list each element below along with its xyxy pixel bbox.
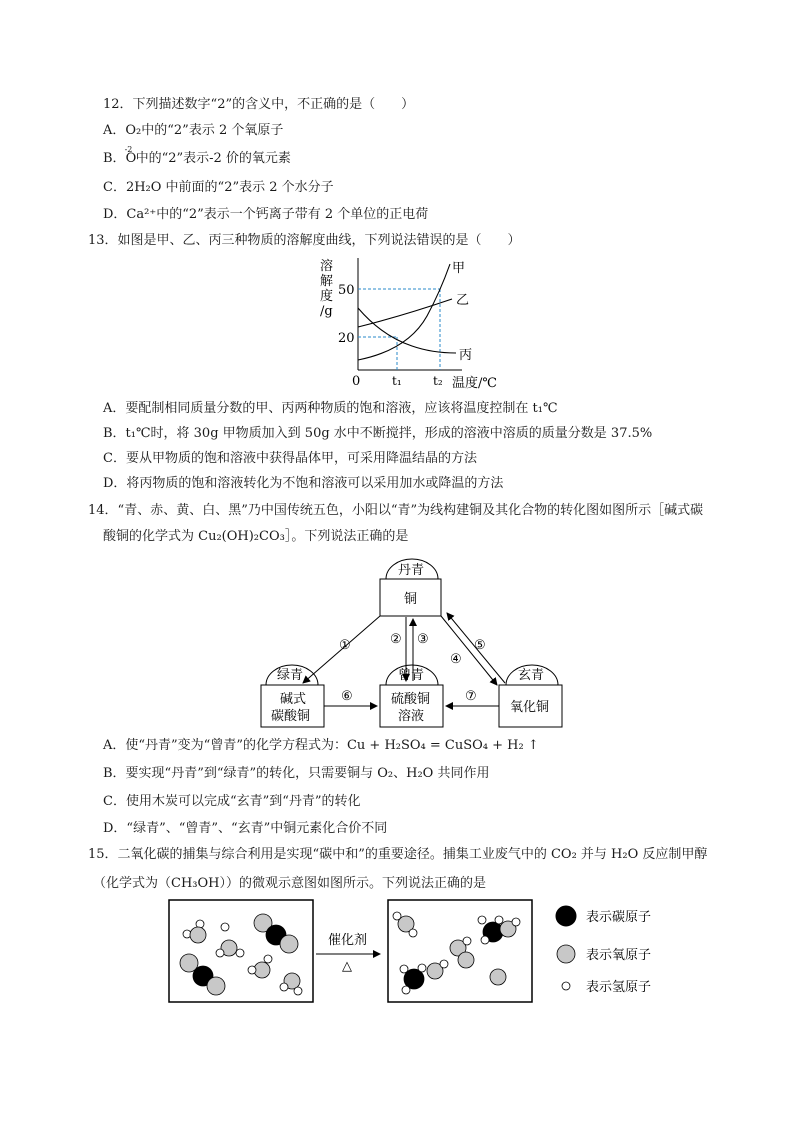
q13-option-c: C．要从甲物质的饱和溶液中获得晶体甲，可采用降温结晶的方法: [103, 451, 477, 466]
q13-option-a: A．要配制相同质量分数的甲、丙两种物质的饱和溶液，应该将温度控制在 t₁℃: [103, 401, 558, 416]
q14-option-c: C．使用木炭可以完成“玄青”到“丹青”的转化: [103, 794, 361, 809]
x-axis-label: 温度/℃: [452, 376, 497, 391]
curve-bing: [358, 308, 456, 353]
solubility-chart: [312, 254, 522, 394]
basic-copper-carbonate-line2: 碳酸铜: [271, 709, 311, 724]
q14-option-d: D．“绿青”、“曾青”、“玄青”中铜元素化合价不同: [103, 821, 388, 836]
q12-option-c: C．2H₂O 中前面的“2”表示 2 个水分子: [103, 180, 334, 195]
x-tick-t2: t₂: [433, 374, 443, 388]
valence-formula: [124, 145, 137, 168]
q12-option-b-text: 中的“2”表示-2 价的氧元素: [135, 151, 291, 166]
q15-stem-line2: （化学式为（CH₃OH））的微观示意图如图所示。下列说法正确的是: [93, 876, 486, 891]
arrow-3-label: ③: [417, 632, 429, 647]
q13-option-b: B．t₁℃时，将 30g 甲物质加入到 50g 水中不断搅拌，形成的溶液中溶质的质量分数是 37.5%: [103, 426, 653, 441]
oxygen-atom-icon: [557, 945, 575, 963]
arrow-6-label: ⑥: [341, 689, 353, 704]
copper-label: 铜: [404, 592, 418, 607]
q15-stem-line1: 15．二氧化碳的捕集与综合利用是实现“碳中和”的重要途径。捕集工业废气中的 CO₂ 并与 H₂O 反应制甲醇: [88, 847, 708, 862]
curve-jia: [358, 264, 450, 360]
q14-stem-line2: 酸铜的化学式为 Cu₂(OH)₂CO₃］。下列说法正确的是: [103, 529, 409, 544]
q14-option-b: B．要实现“丹青”到“绿青”的转化，只需要铜与 O₂、H₂O 共同作用: [103, 766, 490, 781]
heat-symbol: △: [342, 959, 352, 974]
basic-copper-carbonate-line1: 碱式: [280, 692, 307, 707]
series-label-jia: 甲: [452, 261, 466, 276]
copper-oxide-label: 氧化铜: [510, 700, 550, 715]
lvqing-tag: 绿青: [277, 668, 304, 683]
q12-option-b-prefix: B．: [103, 151, 126, 166]
hydrogen-atom-icon: [562, 982, 570, 990]
arrow-2-label: ②: [390, 632, 402, 647]
arrow-4-label: ④: [450, 652, 462, 667]
series-label-yi: 乙: [456, 293, 470, 308]
copper-conversion-diagram: [255, 555, 575, 730]
cengqing-tag: 曾青: [398, 668, 425, 683]
legend-hydrogen: 表示氢原子: [586, 980, 652, 995]
q13-stem: 13．如图是甲、乙、丙三种物质的溶解度曲线，下列说法错误的是（ ）: [88, 233, 521, 248]
arrow-1-label: ①: [339, 638, 351, 653]
q13-option-d: D．将丙物质的饱和溶液转化为不饱和溶液可以采用加水或降温的方法: [103, 476, 504, 491]
carbon-atom-icon: [556, 906, 576, 926]
ylabel-char-3: 度: [320, 289, 334, 304]
q12-option-a: A．O₂中的“2”表示 2 个氧原子: [103, 123, 284, 138]
danqing-tag: 丹青: [398, 563, 425, 578]
xuanqing-tag: 玄青: [518, 668, 545, 683]
series-label-bing: 丙: [459, 348, 473, 363]
catalyst-label: 催化剂: [328, 933, 368, 948]
methanol-micro-diagram: [168, 898, 668, 1008]
arrow-5-label: ⑤: [474, 638, 486, 653]
q14-option-a: A．使“丹青”变为“曾青”的化学方程式为：Cu + H₂SO₄ = CuSO₄ + H₂ ↑: [103, 738, 539, 753]
origin-label: 0: [352, 374, 361, 389]
copper-sulfate-line1: 硫酸铜: [391, 692, 431, 707]
valence-symbol: O: [125, 151, 137, 166]
q12-option-b: [103, 145, 291, 168]
q12-stem: 12．下列描述数字“2”的含义中，不正确的是（ ）: [103, 97, 415, 112]
ylabel-char-1: 溶: [320, 259, 334, 274]
y-tick-20: 20: [338, 331, 355, 346]
legend-oxygen: 表示氧原子: [586, 948, 652, 963]
ylabel-char-4: /g: [320, 304, 333, 319]
y-tick-50: 50: [338, 283, 355, 298]
legend-carbon: 表示碳原子: [586, 910, 652, 925]
q14-stem-line1: 14．“青、赤、黄、白、黑”乃中国传统五色，小阳以“青”为线构建铜及其化合物的转化图如图所示［碱式碳: [88, 503, 704, 518]
arrow-7-label: ⑦: [465, 689, 477, 704]
x-tick-t1: t₁: [392, 374, 402, 388]
valence-mark: -2: [124, 145, 133, 154]
arrow-4: [441, 616, 497, 685]
ylabel-char-2: 解: [320, 274, 334, 289]
copper-sulfate-line2: 溶液: [398, 709, 425, 724]
q12-option-d: D．Ca²⁺中的“2”表示一个钙离子带有 2 个单位的正电荷: [103, 207, 429, 222]
